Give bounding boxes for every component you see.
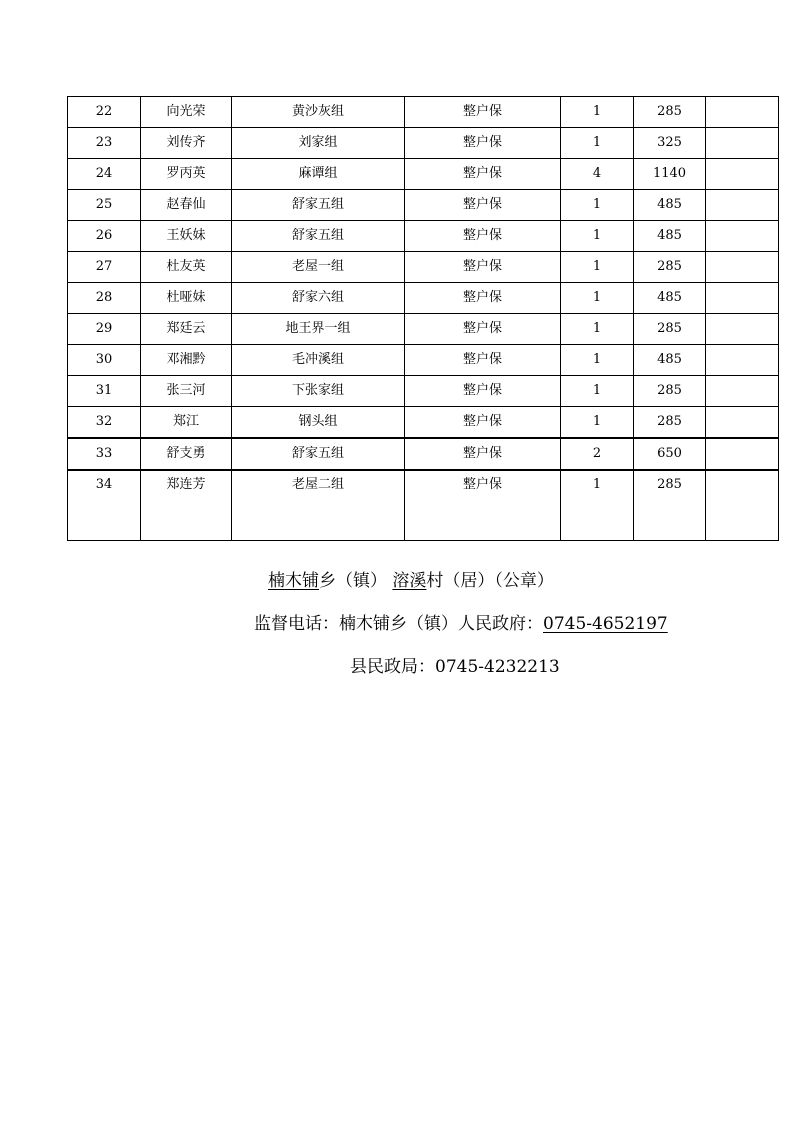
cell-no: 34: [68, 470, 141, 541]
cell-amount: 485: [634, 345, 706, 376]
cell-type: 整户保: [405, 97, 561, 128]
table-row: [68, 190, 779, 221]
table-row: [68, 407, 779, 439]
cell-note: [706, 221, 779, 252]
table-row: [68, 159, 779, 190]
cell-name: 郑连芳: [141, 470, 232, 541]
cell-no: 31: [68, 376, 141, 407]
bureau-phone: 0745-4232213: [435, 657, 560, 677]
cell-count: 1: [561, 97, 634, 128]
cell-name: 向光荣: [141, 97, 232, 128]
table-row: [68, 221, 779, 252]
cell-group: 黄沙灰组: [232, 97, 405, 128]
supervision-line: [254, 609, 774, 634]
cell-name: 罗丙英: [141, 159, 232, 190]
cell-group: 老屋二组: [232, 470, 405, 541]
cell-note: [706, 252, 779, 283]
cell-no: 27: [68, 252, 141, 283]
cell-count: 1: [561, 190, 634, 221]
village-suffix: 村（居）（公章）: [426, 571, 554, 591]
cell-amount: 285: [634, 252, 706, 283]
bureau-label: 县民政局：: [350, 657, 435, 677]
cell-count: 1: [561, 345, 634, 376]
cell-amount: 285: [634, 376, 706, 407]
supervision-label: 监督电话：楠木铺乡（镇）人民政府：: [254, 614, 543, 634]
table-row: [68, 314, 779, 345]
cell-no: 33: [68, 438, 141, 470]
cell-amount: 285: [634, 407, 706, 439]
cell-no: 29: [68, 314, 141, 345]
cell-count: 1: [561, 376, 634, 407]
cell-count: 1: [561, 252, 634, 283]
cell-name: 杜哑妹: [141, 283, 232, 314]
table-row: [68, 283, 779, 314]
cell-no: 32: [68, 407, 141, 439]
seal-line: [268, 566, 768, 591]
cell-count: 1: [561, 128, 634, 159]
cell-no: 30: [68, 345, 141, 376]
cell-no: 26: [68, 221, 141, 252]
cell-amount: 650: [634, 438, 706, 470]
cell-group: 舒家六组: [232, 283, 405, 314]
cell-no: 25: [68, 190, 141, 221]
cell-count: 1: [561, 407, 634, 439]
cell-group: 舒家五组: [232, 438, 405, 470]
cell-count: 1: [561, 283, 634, 314]
township-suffix: 乡（镇）: [319, 571, 387, 591]
cell-note: [706, 128, 779, 159]
cell-type: 整户保: [405, 190, 561, 221]
cell-type: 整户保: [405, 470, 561, 541]
cell-no: 23: [68, 128, 141, 159]
cell-name: 刘传齐: [141, 128, 232, 159]
cell-count: 4: [561, 159, 634, 190]
cell-amount: 485: [634, 190, 706, 221]
cell-note: [706, 470, 779, 541]
cell-amount: 1140: [634, 159, 706, 190]
cell-type: 整户保: [405, 221, 561, 252]
table-row: [68, 438, 779, 470]
cell-count: 1: [561, 221, 634, 252]
cell-group: 舒家五组: [232, 221, 405, 252]
cell-type: 整户保: [405, 128, 561, 159]
cell-type: 整户保: [405, 283, 561, 314]
cell-amount: 325: [634, 128, 706, 159]
cell-note: [706, 283, 779, 314]
cell-note: [706, 345, 779, 376]
cell-name: 赵春仙: [141, 190, 232, 221]
cell-name: 王妖妹: [141, 221, 232, 252]
cell-note: [706, 376, 779, 407]
cell-type: 整户保: [405, 252, 561, 283]
cell-no: 28: [68, 283, 141, 314]
cell-count: 2: [561, 438, 634, 470]
cell-type: 整户保: [405, 407, 561, 439]
cell-group: 老屋一组: [232, 252, 405, 283]
cell-name: 张三河: [141, 376, 232, 407]
table-row: [68, 345, 779, 376]
cell-type: 整户保: [405, 159, 561, 190]
recipient-table: [67, 96, 779, 541]
cell-note: [706, 97, 779, 128]
cell-note: [706, 314, 779, 345]
table-row: [68, 252, 779, 283]
cell-group: 下张家组: [232, 376, 405, 407]
cell-amount: 285: [634, 314, 706, 345]
cell-group: 毛冲溪组: [232, 345, 405, 376]
cell-count: 1: [561, 314, 634, 345]
cell-group: 钢头组: [232, 407, 405, 439]
cell-no: 22: [68, 97, 141, 128]
cell-name: 舒支勇: [141, 438, 232, 470]
cell-group: 麻谭组: [232, 159, 405, 190]
cell-amount: 485: [634, 221, 706, 252]
cell-group: 舒家五组: [232, 190, 405, 221]
cell-amount: 485: [634, 283, 706, 314]
cell-count: 1: [561, 470, 634, 541]
table-row: [68, 376, 779, 407]
cell-amount: 285: [634, 97, 706, 128]
cell-amount: 285: [634, 470, 706, 541]
cell-note: [706, 438, 779, 470]
bureau-line: [350, 652, 750, 677]
cell-note: [706, 190, 779, 221]
cell-name: 邓湘黔: [141, 345, 232, 376]
township-name: 楠木铺: [268, 571, 319, 591]
table-row: [68, 470, 779, 541]
cell-name: 郑廷云: [141, 314, 232, 345]
table-row: [68, 128, 779, 159]
supervision-phone: 0745-4652197: [543, 614, 668, 634]
cell-type: 整户保: [405, 314, 561, 345]
cell-type: 整户保: [405, 345, 561, 376]
cell-no: 24: [68, 159, 141, 190]
table-row: [68, 97, 779, 128]
cell-name: 杜友英: [141, 252, 232, 283]
cell-group: 地王界一组: [232, 314, 405, 345]
cell-type: 整户保: [405, 438, 561, 470]
cell-name: 郑江: [141, 407, 232, 439]
cell-note: [706, 407, 779, 439]
cell-note: [706, 159, 779, 190]
cell-group: 刘家组: [232, 128, 405, 159]
village-name: 溶溪: [392, 571, 427, 591]
cell-type: 整户保: [405, 376, 561, 407]
